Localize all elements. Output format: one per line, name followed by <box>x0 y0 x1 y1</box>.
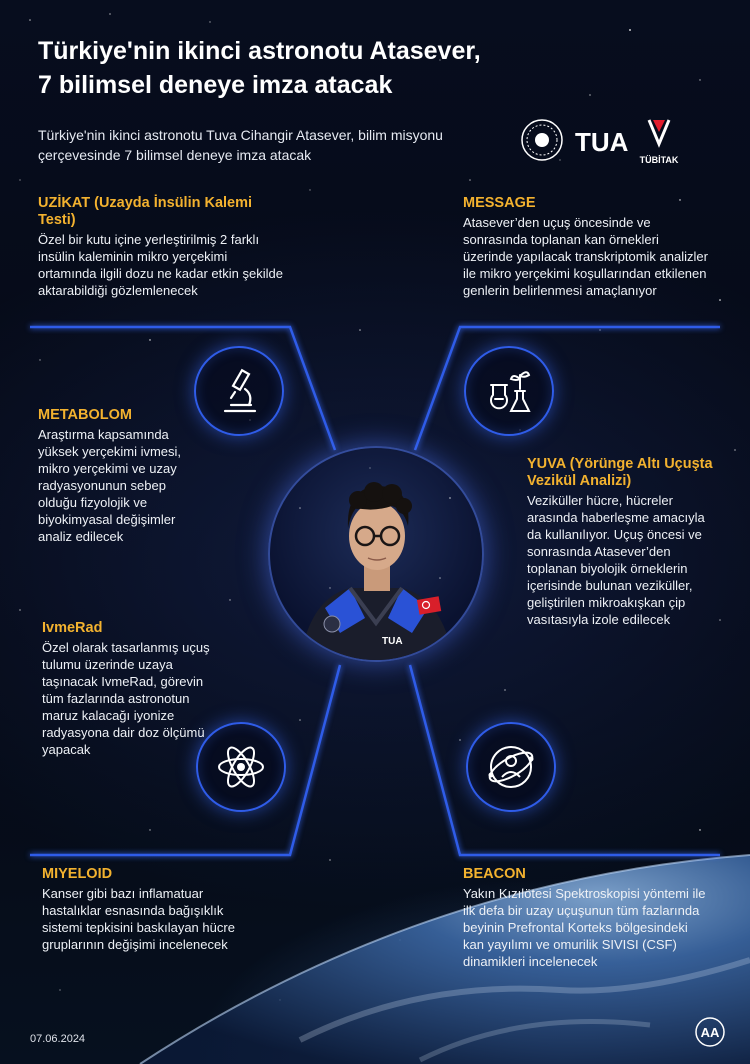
section-miyeloid <box>42 866 257 953</box>
page-subtitle: Türkiye'nin ikinci astronotu Tuva Cihangir Atasever, bilim misyonu çerçevesinde 7 bilimsel deneye imza atacak <box>38 127 443 163</box>
astronaut-illustration <box>270 448 482 660</box>
user-orbit-icon-circle <box>466 722 556 812</box>
user-orbit-icon <box>485 741 537 793</box>
tua-logo: TUA <box>575 127 629 157</box>
miyeloid-text: Kanser gibi bazı inflamatuar hastalıklar esnasında bağışıklık sistemi tepkisini baskılayan hücre gruplarının değişimi incelenecek <box>42 886 235 952</box>
title-line-1: Türkiye'nin ikinci astronotu Atasever, <box>38 37 481 65</box>
astronaut-portrait <box>268 446 484 662</box>
tubitak-logo-text: TÜBİTAK <box>639 155 679 165</box>
section-yuva <box>527 456 717 628</box>
aa-logo-text: AA <box>700 1025 720 1040</box>
message-text: Atasever’den uçuş öncesinde ve sonrasında toplanan kan örnekleri üzerinde yapılacak transkriptomik analizler ile mikro yerçekimi koşullarından etkilenen genlerin belirlenmesi amaçlanıyor <box>463 215 708 298</box>
miyeloid-title: MIYELOID <box>42 866 113 882</box>
yuva-title: YUVA (Yörünge Altı Uçuşta Vezikül Analizi) <box>527 456 713 489</box>
uzikat-title: UZİKAT (Uzayda İnsülin Kalemi Testi) <box>38 195 253 228</box>
connector-bottom-right <box>410 665 720 855</box>
beacon-text: Yakın Kızılötesi Spektroskopisi yöntemi ile ilk defa bir uzay uçuşunun tüm fazlarında beyinin Prefrontal Korteks bölgesindeki kan yayılımı ve omurilik SIVISI (CSF) dinamikleri incelenecek <box>463 886 706 969</box>
section-beacon <box>463 866 708 970</box>
metabolom-text: Araştırma kapsamında yüksek yerçekimi ivmesi, mikro yerçekimi ve uzay radyasyonunun sebep olduğu fizyolojik ve biyokimyasal değişimler analiz edilecek <box>38 427 182 544</box>
publish-date: 07.06.2024 <box>30 1033 86 1045</box>
title-line-2: 7 bilimsel deneye imza atacak <box>38 71 393 99</box>
yuva-text: Veziküller hücre, hücreler arasında haberleşme amacıyla da kullanılıyor. Uçuş öncesi ve sonrasında Atasever’den toplanan biyolojik örneklerin içerisinde bulunan veziküller, geliştirilen mikroakışkan çip vasıtasıyla izole edilecek <box>527 493 705 627</box>
lab-flask-icon-circle <box>464 346 554 436</box>
section-metabolom <box>38 407 188 545</box>
message-title: MESSAGE <box>463 195 536 211</box>
atom-icon <box>215 741 267 793</box>
lab-flask-plant-icon <box>483 365 535 417</box>
microscope-icon-circle <box>194 346 284 436</box>
ivmerad-text: Özel olarak tasarlanmış uçuş tulumu üzerinde uzaya taşınacak IvmeRad, görevin tüm fazlarında astronotun maruz kalacağı iyonize radyasyona dair doz ölçümü yapacak <box>42 640 210 757</box>
metabolom-title: METABOLOM <box>38 407 132 423</box>
uzikat-text: Özel bir kutu içine yerleştirilmiş 2 farklı insülin kaleminin mikro yerçekimi ortamında ilgili dozu ne kadar etkin şekilde aktarabildiği gözlemlenecek <box>38 232 283 298</box>
section-message <box>463 195 708 299</box>
beacon-title: BEACON <box>463 866 526 882</box>
ivmerad-title: IvmeRad <box>42 620 103 636</box>
suit-tua-logo: TUA <box>382 636 403 647</box>
aa-agency-logo <box>690 1017 730 1047</box>
section-uzikat <box>38 195 283 299</box>
section-ivmerad <box>42 620 222 758</box>
microscope-icon <box>213 365 265 417</box>
connector-top-right <box>415 327 720 450</box>
